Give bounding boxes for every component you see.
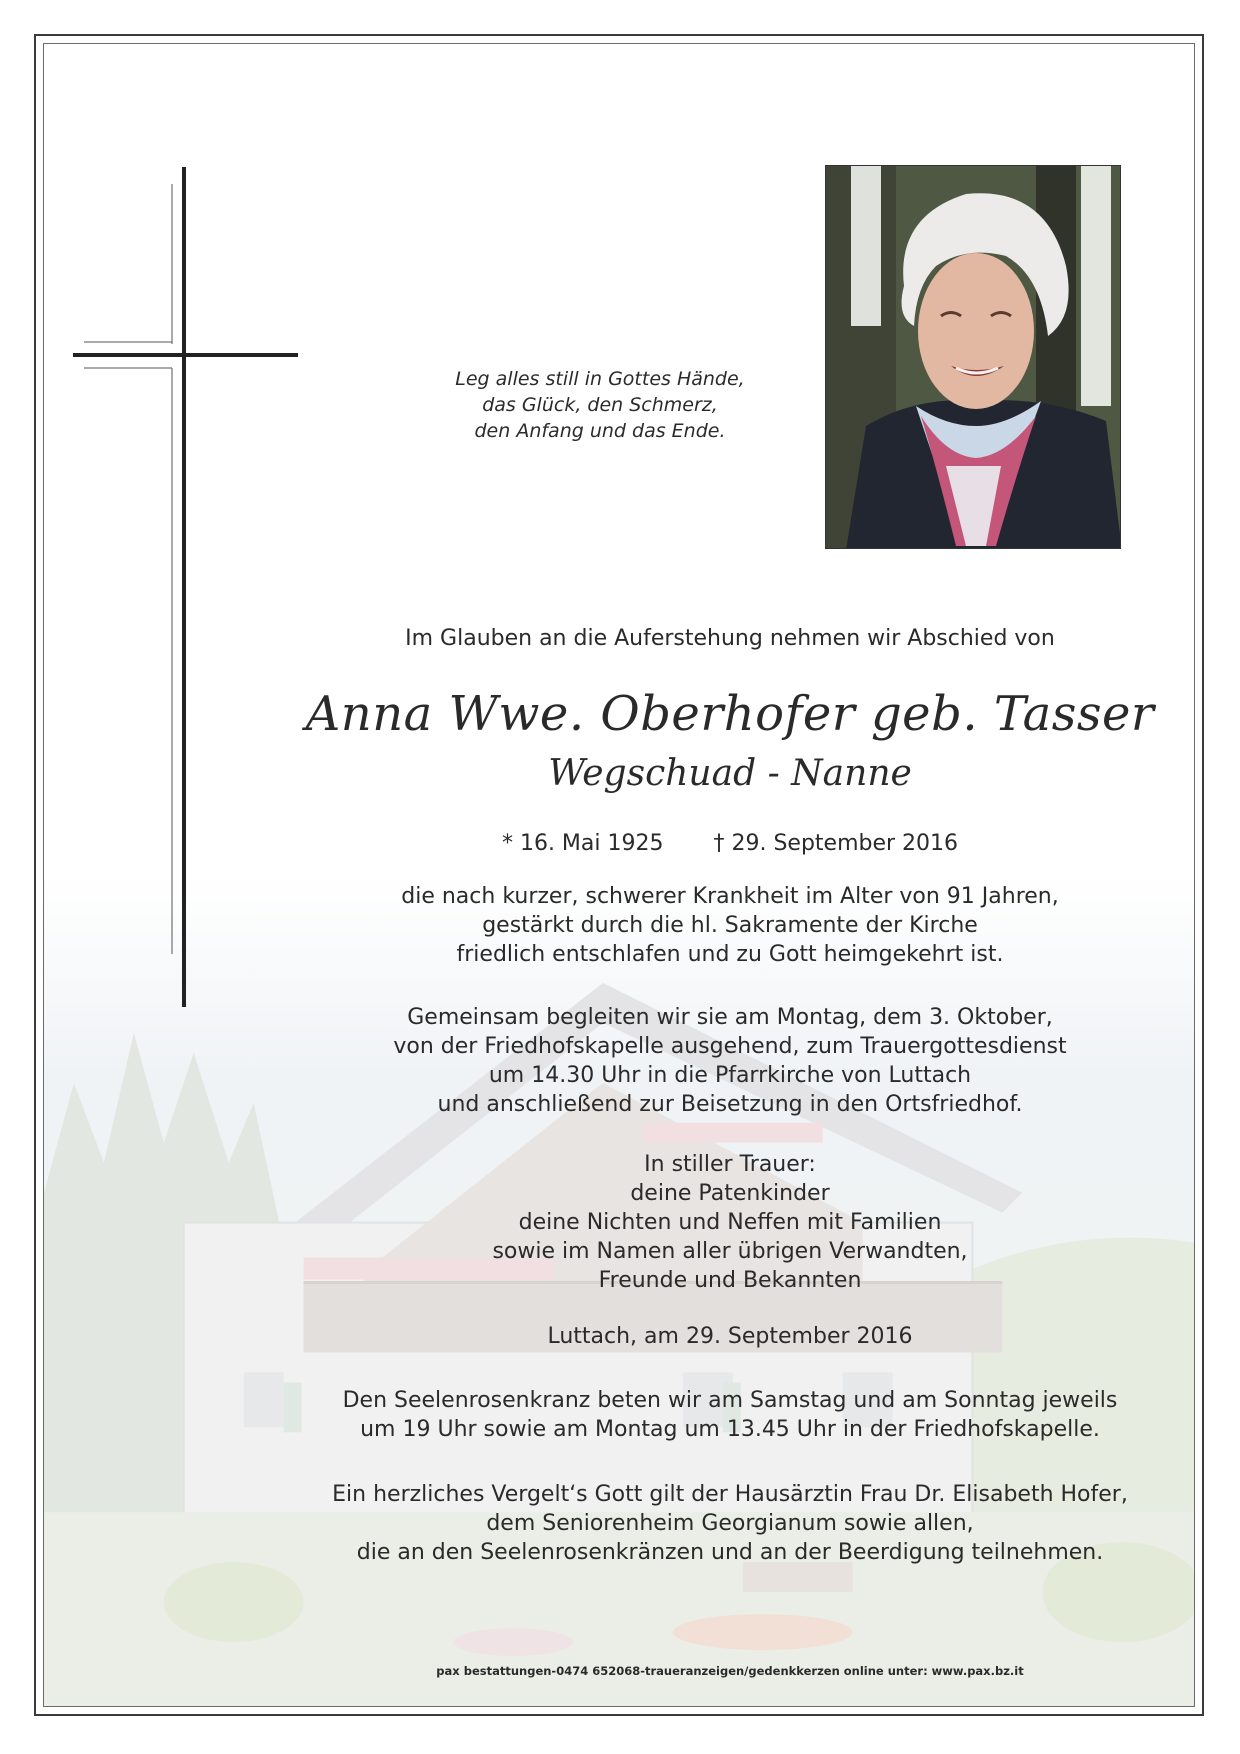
footer-publisher: pax bestattungen-0474 652068-traueranzeigen/gedenkkerzen online unter: www.pax.bz.it	[436, 1664, 1024, 1678]
text-line: Freunde und Bekannten	[598, 1268, 862, 1293]
text-line: um 14.30 Uhr in die Pfarrkirche von Luttach	[488, 1063, 972, 1088]
thanks-notice	[300, 1480, 1160, 1567]
text-line: die nach kurzer, schwerer Krankheit im Alter von 91 Jahren,	[401, 884, 1059, 909]
text-line: und anschließend zur Beisetzung in den Ortsfriedhof.	[437, 1092, 1023, 1117]
text-line: die an den Seelenrosenkränzen und an der Beerdigung teilnehmen.	[356, 1540, 1104, 1565]
text-line: gestärkt durch die hl. Sakramente der Kirche	[482, 913, 978, 938]
poem-line: Leg alles still in Gottes Hände,	[455, 368, 745, 390]
life-dates	[300, 829, 1160, 858]
text-line: Ein herzliches Vergelt‘s Gott gilt der Hausärztin Frau Dr. Elisabeth Hofer,	[332, 1482, 1128, 1507]
deceased-nickname: Wegschuad - Nanne	[548, 753, 912, 794]
text-line: Gemeinsam begleiten wir sie am Montag, dem 3. Oktober,	[407, 1005, 1053, 1030]
funeral-details	[300, 1003, 1160, 1119]
poem-line: das Glück, den Schmerz,	[482, 394, 718, 416]
text-line: dem Seniorenheim Georgianum sowie allen,	[486, 1511, 974, 1536]
poem-line: den Anfang und das Ende.	[474, 420, 726, 442]
death-date: † 29. September 2016	[713, 831, 959, 856]
text-line: um 19 Uhr sowie am Montag um 13.45 Uhr in der Friedhofskapelle.	[360, 1417, 1100, 1442]
text-line: Den Seelenrosenkranz beten wir am Samstag und am Sonntag jeweils	[342, 1388, 1118, 1413]
text-line: von der Friedhofskapelle ausgehend, zum Trauergottesdienst	[393, 1034, 1067, 1059]
poem	[380, 366, 820, 444]
deceased-name: Anna Wwe. Oberhofer geb. Tasser	[305, 686, 1155, 742]
intro-text: Im Glauben an die Auferstehung nehmen wir Abschied von	[405, 626, 1055, 651]
text-line: In stiller Trauer:	[644, 1152, 816, 1177]
mourners-list	[300, 1150, 1160, 1295]
portrait-image	[826, 166, 1121, 549]
text-line: sowie im Namen aller übrigen Verwandten,	[492, 1239, 968, 1264]
text-line: friedlich entschlafen und zu Gott heimgekehrt ist.	[456, 942, 1004, 967]
rosary-notice	[300, 1386, 1160, 1444]
text-line: deine Patenkinder	[630, 1181, 830, 1206]
portrait-photo	[825, 165, 1121, 549]
death-notice-text	[300, 882, 1160, 969]
place-and-date: Luttach, am 29. September 2016	[547, 1324, 913, 1349]
birth-date: * 16. Mai 1925	[501, 831, 664, 856]
text-line: deine Nichten und Neffen mit Familien	[518, 1210, 942, 1235]
